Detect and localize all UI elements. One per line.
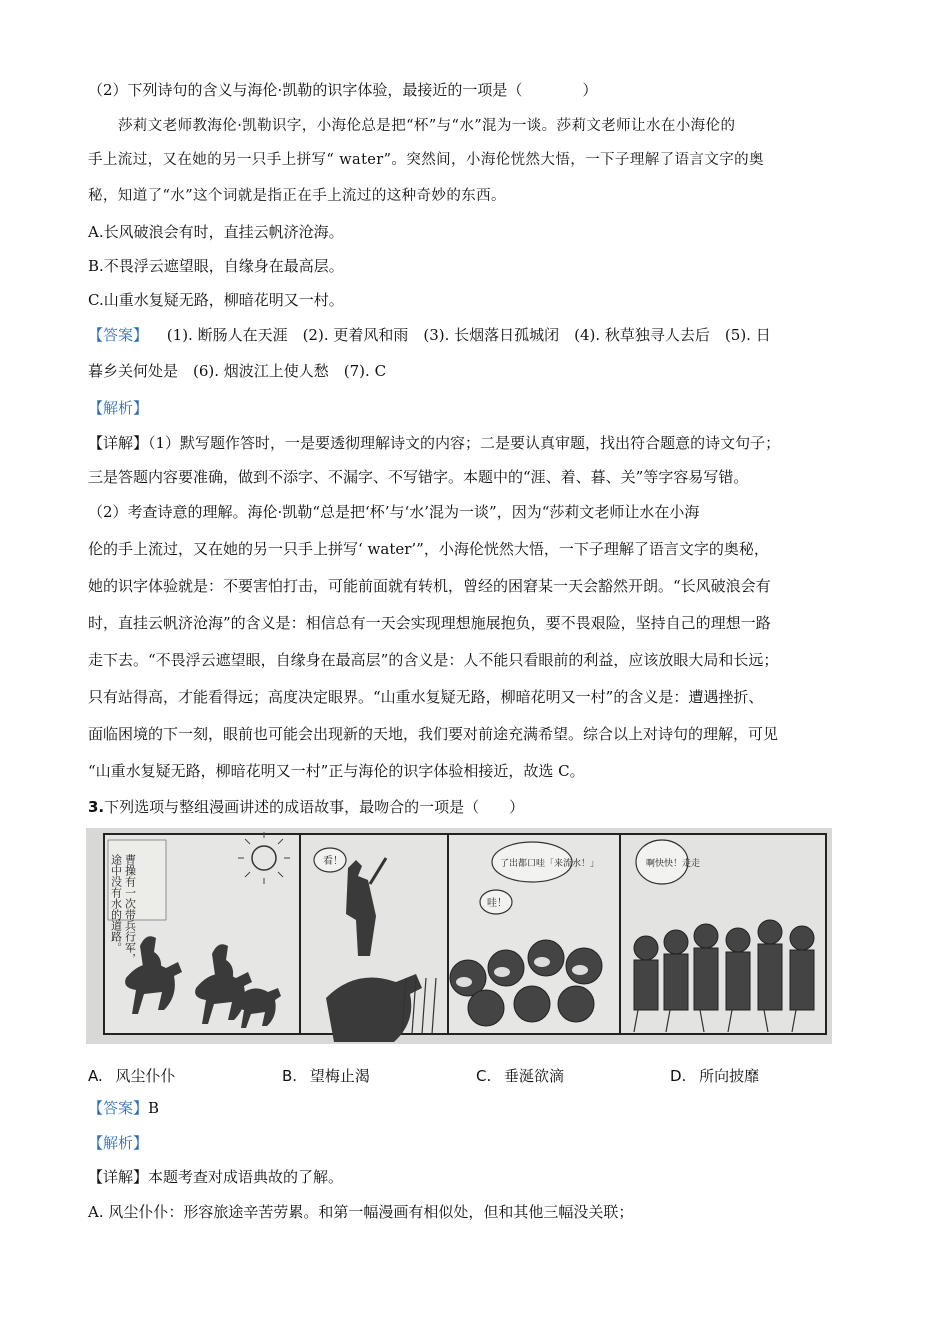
detail-tag: 【详解】 (88, 434, 149, 452)
passage-line-3: 秘，知道了“水”这个词就是指正在手上流过的这种奇妙的东西。 (88, 188, 506, 204)
detail-1-line-1 (88, 433, 780, 453)
answer-2 (88, 1098, 159, 1118)
answer-2-value: B (148, 1099, 160, 1117)
answer-1-line-2: 暮乡关何处是 (6). 烟波江上使人愁 (7). C (88, 362, 387, 380)
answer-tag: 【答案】 (88, 326, 149, 344)
passage-line-2: 手上流过，又在她的另一只手上拼写“ water”。突然间，小海伦恍然大悟，一下子理解了语言文字的奥 (88, 152, 764, 168)
detail-2-line-1 (88, 1167, 343, 1187)
analysis-tag-2: 【解析】 (88, 1134, 149, 1152)
analysis-tag-1: 【解析】 (88, 399, 149, 417)
q3-option-a (88, 1065, 176, 1086)
comic-caption-1: 曹操有一次带兵行军， (123, 854, 137, 964)
q2-stem: （2）下列诗句的含义与海伦·凯勒的识字体验，最接近的一项是（ ） (88, 81, 598, 99)
q2-option-b: B.不畏浮云遮望眼，自缘身在最高层。 (88, 257, 344, 275)
q3-option-d-letter: D. (670, 1067, 687, 1085)
detail-1-line-9: 面临困境的下一刻，眼前也可能会出现新的天地，我们要对前途充满希望。综合以上对诗句的理解，可见 (88, 725, 779, 743)
q2-option-a: A.长风破浪会有时，直挂云帆济沧海。 (88, 223, 344, 241)
detail-1-line-7: 走下去。“不畏浮云遮望眼，自缘身在最高层”的含义是：人不能只看眼前的利益，应该放眼大局和长远； (88, 651, 779, 669)
comic-bubble-wow: 哇！ (487, 898, 507, 909)
q3-option-c-letter: C. (476, 1067, 492, 1085)
q3-option-a-text: 风尘仆仆 (115, 1067, 176, 1085)
answer-1-line-1: (1). 断肠人在天涯 (2). 更着风和雨 (3). 长烟落日孤城闭 (4). 秋草独寻人去后 (5). 日 (166, 326, 771, 344)
q3-option-b (282, 1065, 370, 1086)
detail-1-line-3: （2）考查诗意的理解。海伦·凯勒“总是把‘杯’与‘水’混为一谈”，因为“莎莉文老师让水在小海 (88, 503, 700, 521)
comic-bubble-look: 看！ (323, 856, 343, 867)
q3-option-b-letter: B. (282, 1067, 298, 1085)
q3-option-d-text: 所向披靡 (699, 1067, 760, 1085)
detail-1-line-6: 时，直挂云帆济沧海”的含义是：相信总有一天会实现理想施展抱负，要不畏艰险，坚持自己的理想一路 (88, 614, 771, 632)
q3-stem: 下列选项与整组漫画讲述的成语故事，最吻合的一项是（ ） (104, 798, 525, 816)
detail-1-line-10: “山重水复疑无路，柳暗花明又一村”正与海伦的识字体验相接近，故选 C。 (88, 762, 585, 780)
detail-2-tag: 【详解】 (88, 1168, 149, 1186)
comic-bubble-hurry: 啊快快！走走 (646, 859, 701, 869)
answer-2-tag: 【答案】 (88, 1099, 149, 1117)
comic-caption-2: 途中没有水的道路。 (109, 854, 123, 953)
answer-1 (88, 325, 771, 345)
q3-option-a-letter: A. (88, 1067, 103, 1085)
detail-2-text: 本题考查对成语典故的了解。 (148, 1168, 344, 1186)
detail-1-line-4: 伦的手上流过，又在她的另一只手上拼写‘ water’”，小海伦恍然大悟，一下子理解了语言文字的奥秘， (88, 540, 769, 558)
passage-line-1: 莎莉文老师教海伦·凯勒识字，小海伦总是把“杯”与“水”混为一谈。莎莉文老师让水在小海伦的 (118, 118, 736, 134)
detail-1-line-8: 只有站得高，才能看得远；高度决定眼界。“山重水复疑无路，柳暗花明又一村”的含义是：遭遇挫折、 (88, 688, 764, 706)
comic-strip-drawing (86, 828, 832, 1044)
q3-option-c (476, 1065, 564, 1086)
comic-strip-image (86, 828, 832, 1044)
q3-option-d (670, 1065, 759, 1086)
comic-bubble-water: 了出都口哇「来流水！」 (500, 859, 600, 869)
q2-option-c: C.山重水复疑无路，柳暗花明又一村。 (88, 291, 344, 309)
detail-2-line-2: A. 风尘仆仆：形容旅途辛苦劳累。和第一幅漫画有相似处，但和其他三幅没关联； (88, 1203, 634, 1221)
q3-stem-line (88, 797, 524, 817)
detail-1-line-5: 她的识字体验就是：不要害怕打击，可能前面就有转机，曾经的困窘某一天会豁然开朗。“长风破浪会有 (88, 577, 771, 595)
q3-option-c-text: 垂涎欲滴 (504, 1067, 565, 1085)
q3-option-b-text: 望梅止渴 (309, 1067, 370, 1085)
detail-text: （1）默写题作答时，一是要透彻理解诗文的内容；二是要认真审题，找出符合题意的诗文句子； (148, 434, 781, 452)
detail-1-line-2: 三是答题内容要准确，做到不添字、不漏字、不写错字。本题中的“涯、着、暮、关”等字容易写错。 (88, 468, 749, 486)
q3-number: 3. (88, 798, 105, 816)
